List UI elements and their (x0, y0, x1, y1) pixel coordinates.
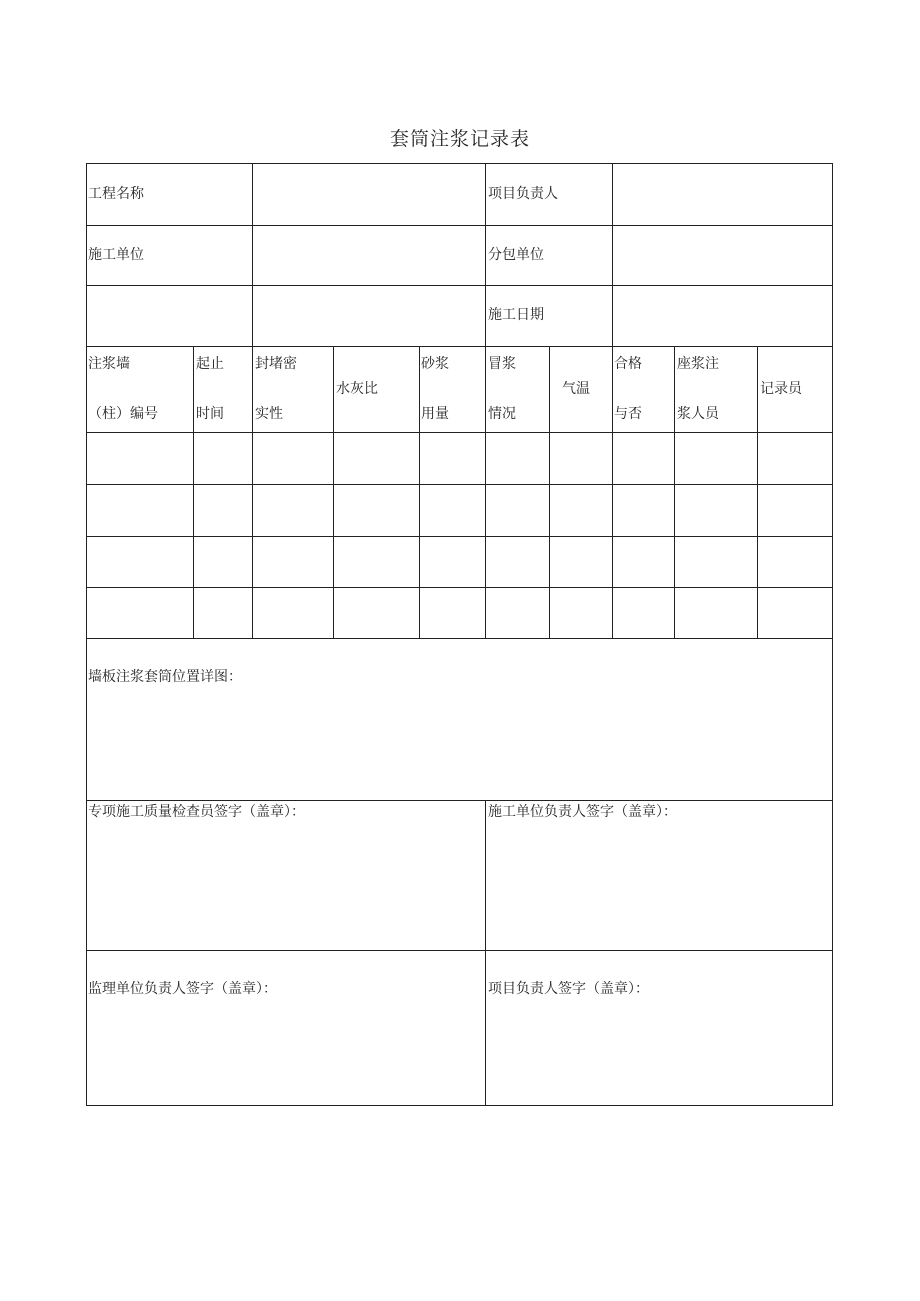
project-name-field[interactable] (256, 186, 481, 202)
table-row (86, 588, 833, 638)
supervision-leader-signature-label: 监理单位负责人签字（盖章）： (88, 981, 277, 997)
col-header-overflow: 情况 (488, 406, 516, 422)
col-header-wall-id: （柱）编号 (88, 406, 158, 422)
construction-leader-signature-area[interactable] (487, 825, 831, 948)
col-header-temperature: 气温 (562, 381, 590, 397)
col-header-time: 起止 (196, 356, 224, 372)
quality-inspector-signature-label: 专项施工质量检查员签字（盖章）： (88, 804, 305, 820)
col-header-qualified: 合格 (614, 356, 642, 372)
col-header-grouting-staff: 座浆注 (677, 356, 719, 372)
col-header-sealing: 实性 (255, 406, 283, 422)
table-rule (612, 163, 613, 432)
col-header-mortar: 用量 (421, 406, 449, 422)
construction-date-field[interactable] (616, 307, 828, 323)
construction-unit-field[interactable] (256, 247, 481, 263)
table-rule (485, 163, 486, 432)
col-header-time: 时间 (196, 406, 224, 422)
table-rule (86, 800, 833, 801)
col-header-grouting-staff: 浆人员 (677, 406, 719, 422)
col-header-wall-id: 注浆墙 (88, 356, 130, 372)
col-header-mortar: 砂浆 (421, 356, 449, 372)
project-leader-signature-label: 项目负责人签字（盖章）： (488, 981, 649, 997)
sleeve-position-detail-label: 墙板注浆套筒位置详图： (88, 669, 242, 685)
subcontract-unit-field[interactable] (616, 247, 828, 263)
table-rule (86, 285, 833, 286)
project-leader-label: 项目负责人 (488, 186, 558, 202)
table-rule (86, 638, 833, 639)
project-name-label: 工程名称 (88, 186, 144, 202)
table-rule (86, 346, 833, 347)
col-header-sealing: 封堵密 (255, 356, 297, 372)
sleeve-position-detail-area[interactable] (87, 690, 832, 798)
col-header-overflow: 冒浆 (488, 356, 516, 372)
table-rule (485, 800, 486, 1106)
table-rule (86, 950, 833, 951)
project-leader-field[interactable] (616, 186, 828, 202)
construction-date-label: 施工日期 (488, 307, 544, 323)
construction-leader-signature-label: 施工单位负责人签字（盖章）： (488, 804, 677, 820)
table-row (86, 485, 833, 536)
col-header-qualified: 与否 (614, 406, 642, 422)
table-row (86, 433, 833, 484)
table-rule (252, 163, 253, 432)
quality-inspector-signature-area[interactable] (87, 825, 484, 948)
table-rule (86, 225, 833, 226)
construction-unit-label: 施工单位 (88, 247, 144, 263)
form-title: 套筒注浆记录表 (389, 128, 530, 150)
col-header-recorder: 记录员 (760, 381, 802, 397)
project-leader-signature-area[interactable] (487, 1002, 831, 1104)
subcontract-unit-label: 分包单位 (488, 247, 544, 263)
supervision-leader-signature-area[interactable] (87, 1002, 484, 1104)
table-row (86, 537, 833, 587)
col-header-water-cement: 水灰比 (336, 381, 378, 397)
